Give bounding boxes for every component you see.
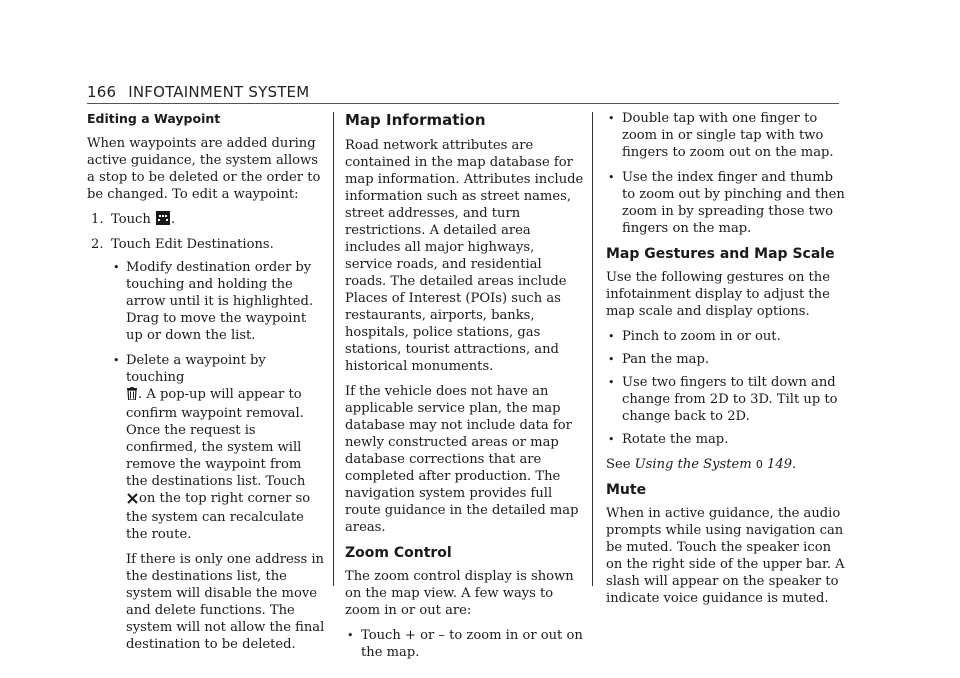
section-title: INFOTAINMENT SYSTEM	[128, 83, 310, 101]
mute-paragraph: When in active guidance, the audio prompts while using navigation can be muted. Touch the speaker icon on the right side of the upper bar. A slash will appear on the speaker to indicate voice guidance is muted.	[606, 506, 845, 606]
zoom-control-heading: Zoom Control	[345, 545, 452, 561]
editing-intro: When waypoints are added during active guidance, the system allows a stop to be deleted or the order to be changed. To edit a waypoint:	[87, 136, 321, 202]
see-end: .	[792, 457, 797, 472]
bullet-text: Pinch to zoom in or out.	[622, 329, 781, 344]
map-gestures-paragraph: Use the following gestures on the infotainment display to adjust the map scale and display options.	[606, 270, 830, 319]
bullet-dot: •	[113, 261, 120, 274]
bullet-dot: •	[608, 376, 615, 389]
bullet-dot: •	[347, 629, 354, 642]
list-item	[606, 374, 846, 425]
list-item	[606, 169, 846, 237]
list-item	[345, 627, 585, 661]
bullet-dot: •	[608, 112, 615, 125]
bullet-text-cont: . A pop-up will appear to confirm waypoint removal. Once the request is confirmed, the system will remove the waypoint from the destinations list. Touch	[126, 387, 306, 489]
list-item	[606, 431, 846, 448]
step-text: Touch Edit Destinations.	[111, 237, 274, 252]
bullet-text: Delete a waypoint by touching	[126, 353, 266, 385]
step-text: Touch	[111, 212, 151, 227]
editing-waypoint-heading: Editing a Waypoint	[87, 111, 221, 126]
reference-link[interactable]: Using the System	[634, 457, 752, 472]
step-text-end: .	[170, 212, 176, 227]
column-divider-1	[333, 112, 334, 586]
bullet-dot: •	[608, 171, 615, 184]
bullet-text: Double tap with one finger to zoom in or single tap with two fingers to zoom out on the map.	[622, 111, 834, 160]
mute-heading: Mute	[606, 482, 647, 498]
map-info-paragraph-2: If the vehicle does not have an applicable service plan, the map database may not include data for newly constructed areas or map database corrections that are completed after production. The navigation system provides full route guidance in the detailed map areas.	[345, 384, 579, 535]
step-1	[87, 211, 325, 230]
list-item	[111, 352, 325, 543]
step-number: 2.	[91, 237, 104, 252]
bullet-dot: •	[608, 330, 615, 343]
map-information-heading: Map Information	[345, 111, 486, 129]
step-number: 1.	[91, 212, 104, 227]
bullet-dot: •	[608, 433, 615, 446]
waypoint-list-icon	[156, 211, 170, 230]
bullet-text: Rotate the map.	[622, 432, 729, 447]
bullet-text: Pan the map.	[622, 352, 709, 367]
page-ref-arrow: 0	[755, 458, 763, 471]
page-header	[87, 83, 837, 105]
bullet-dot: •	[608, 353, 615, 366]
zoom-control-paragraph: The zoom control display is shown on the map view. A few ways to zoom in or out are:	[345, 569, 574, 618]
column-3	[606, 110, 846, 615]
list-item	[606, 351, 846, 368]
bullet-text: Touch + or – to zoom in or out on the map.	[361, 628, 583, 660]
list-item	[606, 110, 846, 161]
single-address-note: If there is only one address in the destinations list, the system will disable the move and delete functions. The system will not allow the final destination to be deleted.	[126, 552, 325, 652]
bullet-text-end: on the top right corner so the system can recalculate the route.	[126, 491, 311, 542]
list-item	[111, 259, 325, 344]
reference-page[interactable]: 149	[767, 457, 793, 472]
see-reference	[606, 456, 846, 473]
column-2	[345, 110, 585, 669]
trash-can-icon	[127, 387, 137, 405]
step-2-bullets	[111, 259, 325, 653]
see-label: See	[606, 457, 631, 472]
bullet-text: Modify destination order by touching and holding the arrow until it is highlighted. Drag to move the waypoint up or down the list.	[126, 260, 314, 343]
bullet-text: Use two fingers to tilt down and change from 2D to 3D. Tilt up to change back to 2D.	[622, 375, 838, 424]
page-number: 166	[87, 83, 117, 101]
list-item	[606, 328, 846, 345]
close-x-icon	[127, 492, 138, 509]
bullet-dot: •	[113, 354, 120, 367]
map-info-paragraph-1: Road network attributes are contained in the map database for map information. Attributes include information such as street names, street addresses, and turn restrictions. A detailed area includes all major highways, service roads, and residential roads. The detailed areas include Places of Interest (POIs) such as restaurants, airports, banks, hospitals, police stations, gas stations, tourist attractions, and historical monuments.	[345, 138, 584, 374]
bullet-text: Use the index finger and thumb to zoom out by pinching and then zoom in by spreading those two fingers on the map.	[622, 170, 845, 236]
header-rule	[87, 103, 839, 104]
map-gestures-heading: Map Gestures and Map Scale	[606, 246, 835, 262]
column-1	[87, 110, 325, 661]
column-divider-2	[592, 112, 593, 586]
step-2	[87, 236, 325, 253]
